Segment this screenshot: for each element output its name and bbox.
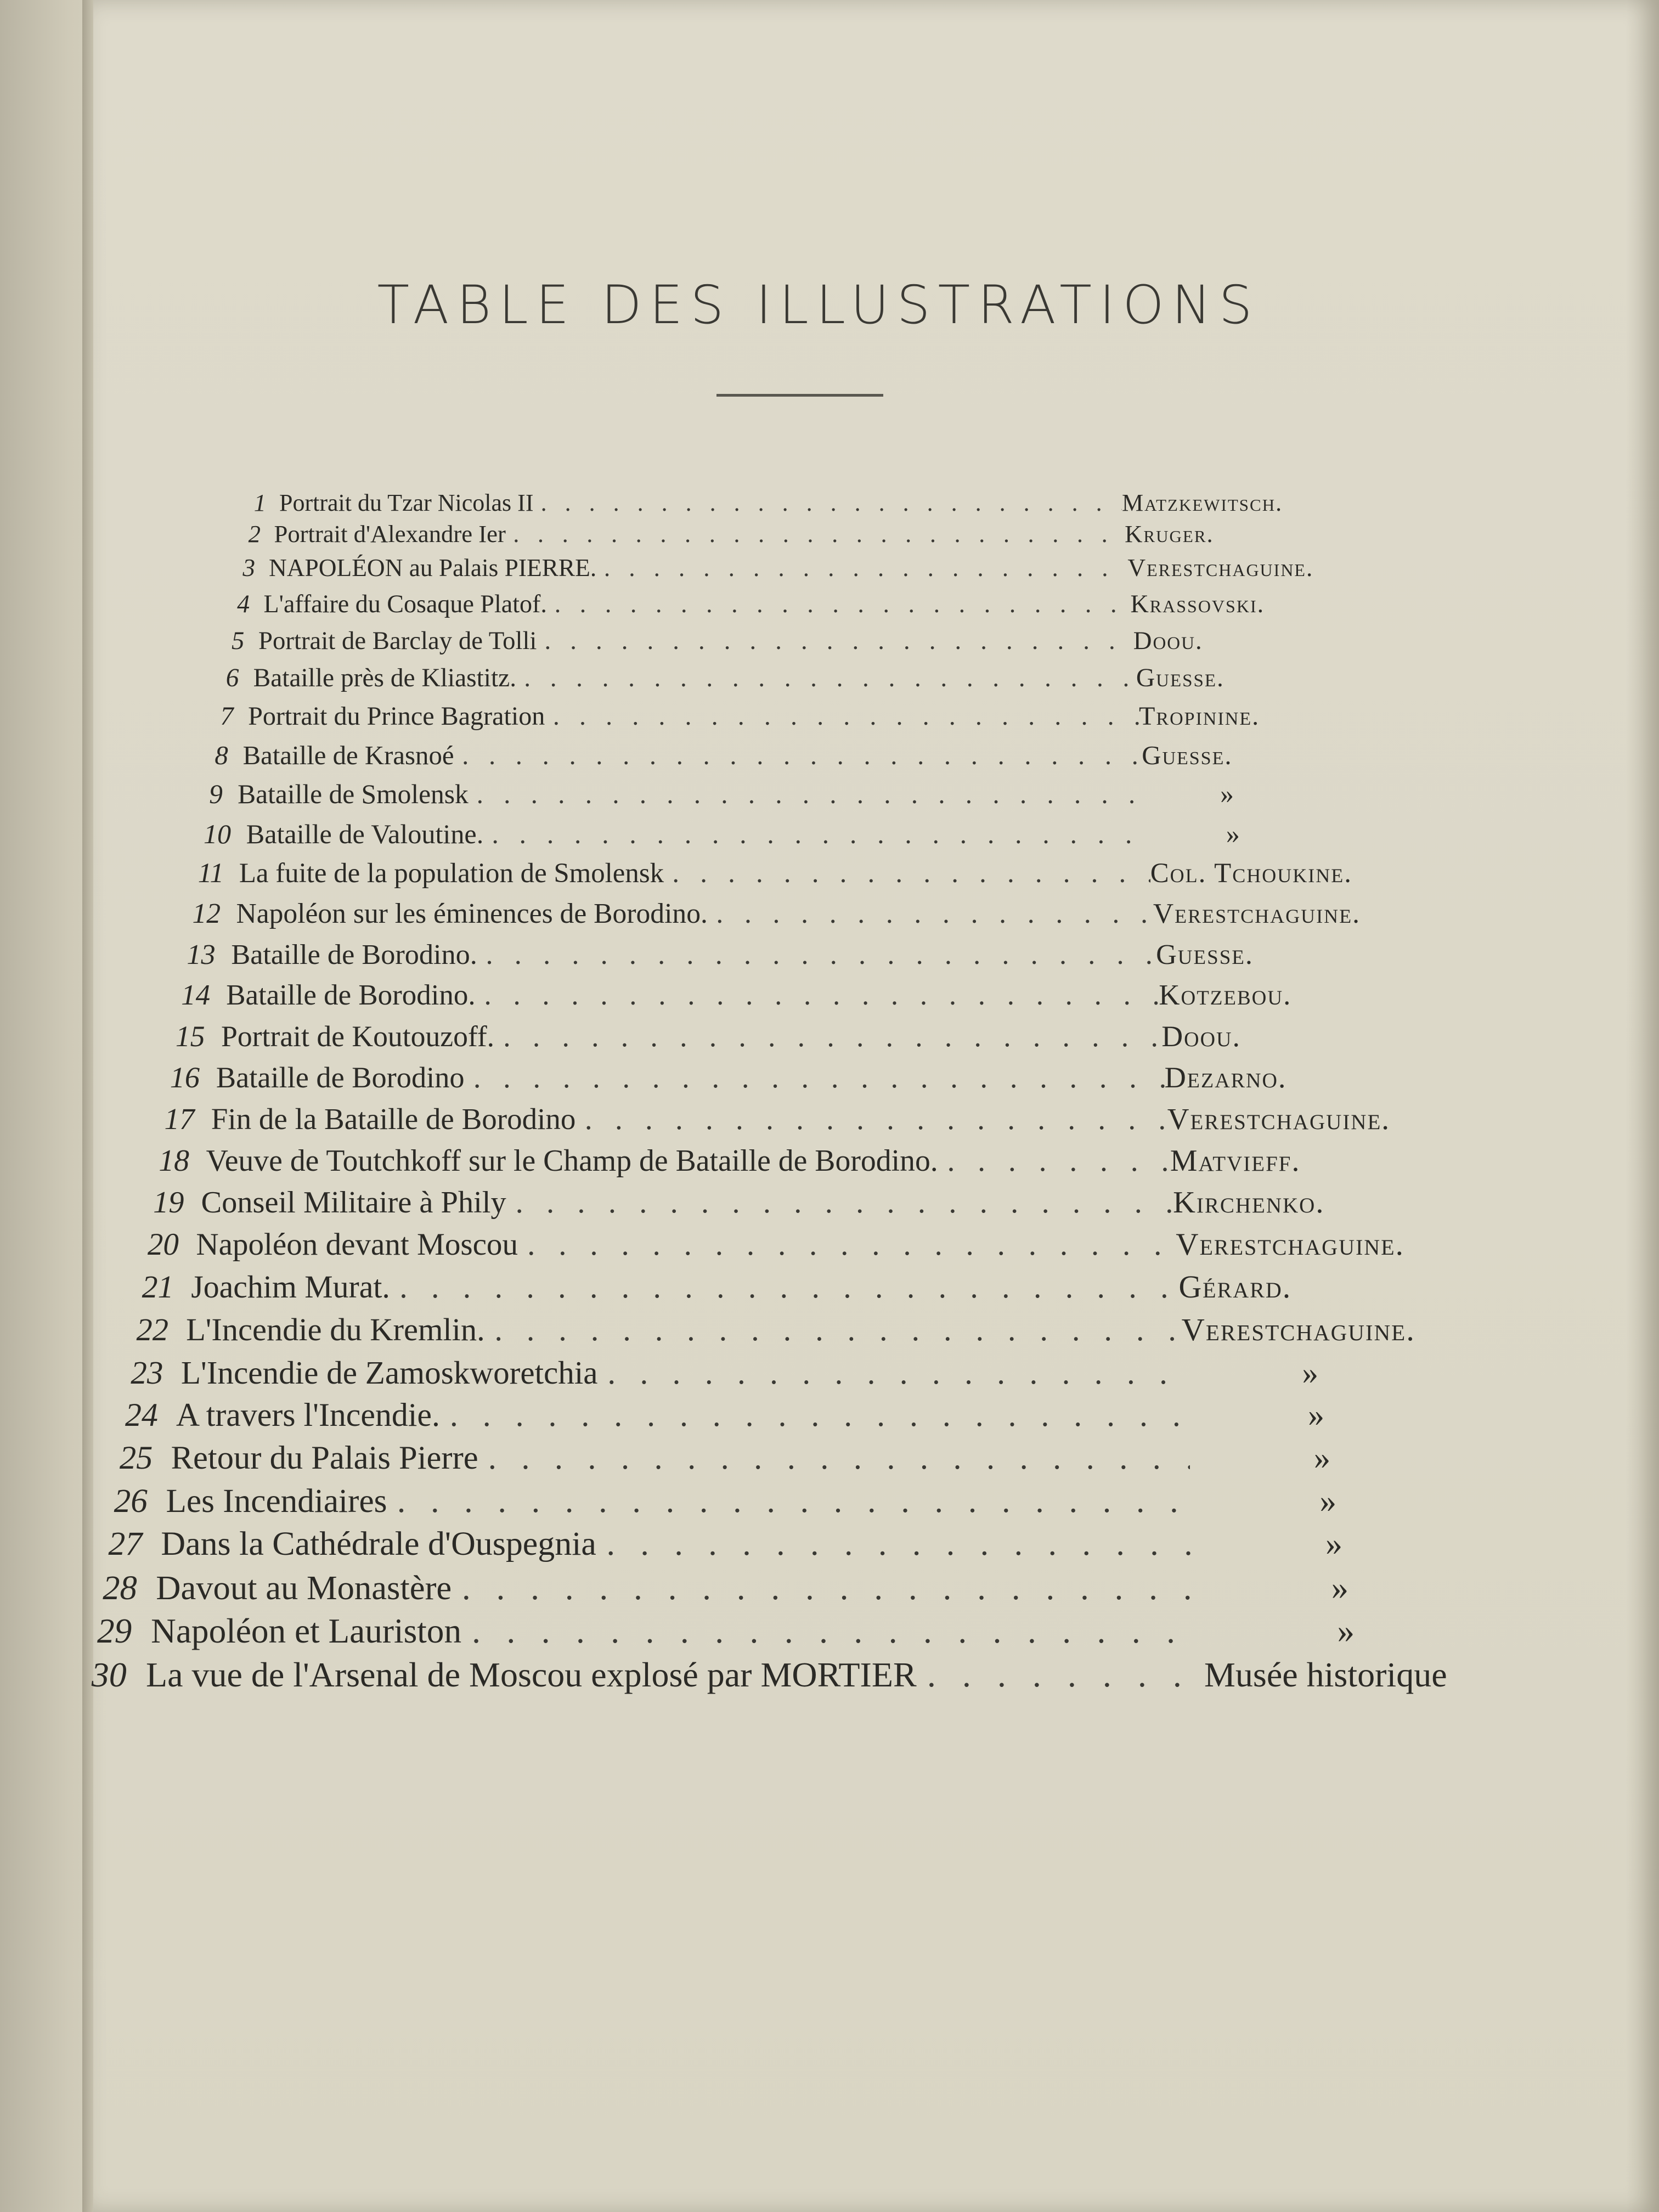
dot-leader (461, 1611, 1201, 1651)
entry-artist: » (1337, 1611, 1356, 1650)
dot-leader (452, 1568, 1198, 1608)
dot-leader (476, 979, 1159, 1012)
entry-title: Bataille de Smolensk (238, 779, 469, 810)
entry-number: 26 (114, 1482, 148, 1520)
entry-artist: Doou. (1161, 1020, 1241, 1053)
entry-artist: Verestchaguine. (1181, 1312, 1415, 1348)
entry-title: Napoléon devant Moscou (196, 1227, 518, 1262)
dot-leader (390, 1269, 1179, 1305)
toc-entry (242, 554, 1127, 586)
toc-entry (108, 1525, 1195, 1569)
entry-artist: » (1308, 1397, 1325, 1434)
entry-title: L'Incendie de Zamoskworetchia (180, 1354, 598, 1391)
toc-entry (221, 701, 1139, 736)
dot-leader (598, 1354, 1184, 1392)
entry-artist: Guesse. (1136, 663, 1224, 692)
entry-title: Fin de la Bataille de Borodino (211, 1102, 576, 1136)
toc-entry (148, 1227, 1176, 1267)
toc-entry (249, 520, 1125, 551)
entry-artist: Krassovski. (1130, 589, 1265, 618)
dot-leader (506, 1185, 1173, 1220)
dot-leader (708, 898, 1153, 930)
entry-number: 10 (203, 818, 232, 849)
entry-number: 14 (181, 979, 211, 1011)
entry-title: Portrait de Barclay de Tolli (258, 626, 537, 655)
dot-leader (537, 626, 1133, 656)
entry-artist: Guesse. (1156, 938, 1254, 970)
entry-number: 16 (170, 1061, 200, 1094)
entry-number: 6 (225, 663, 239, 692)
toc-entry (209, 778, 1144, 814)
dot-leader (485, 1311, 1182, 1348)
toc-entry (176, 1019, 1162, 1058)
toc-entry (193, 898, 1153, 934)
dot-leader (938, 1143, 1170, 1178)
entry-number: 27 (108, 1525, 143, 1563)
entry-title: Portrait du Tzar Nicolas II (279, 489, 534, 516)
dot-leader (483, 818, 1147, 850)
dot-leader (387, 1482, 1193, 1521)
toc-entry (187, 938, 1156, 975)
entry-title: L'affaire du Cosaque Platof. (263, 589, 547, 618)
toc-entry (181, 979, 1159, 1017)
toc-entry (237, 589, 1130, 622)
entry-title: Joachim Murat. (191, 1269, 390, 1305)
entry-number: 5 (231, 626, 245, 655)
entry-title: Portrait du Prince Bagration (248, 702, 545, 731)
entry-title: Bataille de Valoutine. (246, 818, 484, 849)
entry-artist: Musée historique (1204, 1655, 1447, 1694)
entry-title: Bataille de Borodino (216, 1061, 465, 1094)
dot-leader (596, 554, 1127, 582)
entry-number: 22 (136, 1312, 168, 1348)
entry-artist: Verestchaguine. (1153, 898, 1361, 930)
entry-number: 17 (164, 1102, 195, 1136)
toc-entry (170, 1060, 1165, 1099)
toc-entry (125, 1396, 1187, 1439)
entry-number: 30 (91, 1655, 127, 1694)
entry-title: Napoléon sur les éminences de Borodino. (236, 898, 708, 930)
entry-number: 24 (125, 1397, 158, 1434)
toc-entry (120, 1439, 1190, 1482)
toc-entry (142, 1269, 1179, 1310)
entry-artist: » (1220, 779, 1235, 810)
toc-entry (232, 626, 1133, 659)
entry-number: 15 (175, 1020, 205, 1053)
entry-number: 8 (215, 740, 228, 771)
page-title: TABLE DES ILLUSTRATIONS (377, 274, 1260, 336)
entry-title: Bataille de Borodino. (231, 938, 477, 970)
entry-number: 28 (103, 1568, 137, 1607)
toc-entry (198, 857, 1150, 894)
dot-leader (547, 589, 1131, 618)
entry-artist: Matvieff. (1170, 1144, 1301, 1178)
toc-entry (103, 1568, 1198, 1612)
entry-artist: Verestchaguine. (1127, 554, 1314, 582)
entry-number: 11 (198, 858, 224, 889)
dot-leader (477, 938, 1156, 971)
toc-entry (159, 1143, 1170, 1183)
entry-number: 2 (248, 520, 261, 548)
entry-artist: Tropinine. (1139, 702, 1260, 731)
dot-leader (575, 1102, 1167, 1136)
entry-title: Davout au Monastère (156, 1568, 452, 1607)
entry-title: Bataille de Krasnoé (242, 740, 454, 771)
dot-leader (469, 778, 1145, 810)
entry-title: A travers l'Incendie. (176, 1397, 440, 1434)
entry-title: Napoléon et Lauriston (151, 1611, 462, 1650)
entry-artist: » (1319, 1482, 1338, 1520)
toc-entry (92, 1655, 1204, 1700)
toc-entry (97, 1611, 1201, 1656)
entry-artist: » (1325, 1525, 1344, 1563)
entry-artist: Verestchaguine. (1176, 1227, 1404, 1262)
toc-entry (153, 1185, 1173, 1225)
dot-leader (506, 520, 1125, 548)
entry-artist: Gérard. (1178, 1269, 1292, 1305)
dot-leader (516, 663, 1136, 693)
toc-entry (215, 740, 1142, 774)
entry-artist: Guesse. (1142, 740, 1233, 771)
dot-leader (533, 489, 1122, 517)
entry-title: Conseil Militaire à Phily (201, 1186, 506, 1220)
entry-artist: Doou. (1133, 626, 1203, 655)
entry-number: 12 (192, 898, 221, 930)
entry-artist: Kotzebou. (1159, 979, 1292, 1011)
toc-entry (131, 1354, 1184, 1396)
entry-artist: Kruger. (1125, 520, 1214, 548)
entry-artist: Col. Tchoukine. (1150, 858, 1352, 889)
entry-number: 18 (159, 1144, 189, 1178)
entry-number: 9 (209, 779, 223, 810)
dot-leader (596, 1525, 1196, 1564)
dot-leader (478, 1439, 1190, 1477)
dot-leader (518, 1227, 1176, 1262)
entry-title: Les Incendiaires (166, 1482, 387, 1520)
entry-title: Bataille de Borodino. (226, 979, 476, 1011)
entry-title: L'Incendie du Kremlin. (186, 1312, 485, 1348)
dot-leader (454, 740, 1142, 771)
entry-artist: Kirchenko. (1173, 1186, 1325, 1220)
entry-number: 19 (153, 1186, 184, 1220)
entry-number: 4 (237, 589, 250, 618)
dot-leader (917, 1655, 1204, 1695)
toc-entry (136, 1311, 1181, 1353)
toc-entry (204, 818, 1148, 854)
toc-entry (164, 1102, 1167, 1141)
entry-title: NAPOLÉON au Palais PIERRE. (269, 554, 597, 582)
entry-artist: » (1226, 818, 1241, 849)
entry-number: 20 (147, 1227, 179, 1262)
dot-leader (664, 857, 1150, 889)
dot-leader (494, 1019, 1161, 1053)
entry-title: La fuite de la population de Smolensk (239, 858, 664, 889)
entry-artist: Verestchaguine. (1167, 1102, 1391, 1136)
entry-title: Portrait de Koutouzoff. (221, 1020, 495, 1053)
entry-title: La vue de l'Arsenal de Moscou explosé par MORTIER (145, 1655, 917, 1694)
toc-entry (254, 489, 1122, 520)
entry-number: 25 (119, 1439, 153, 1476)
entry-number: 29 (97, 1611, 132, 1650)
dot-leader (465, 1060, 1165, 1094)
entry-artist: Dezarno. (1164, 1061, 1287, 1094)
toc-entry (114, 1482, 1193, 1526)
entry-number: 23 (131, 1354, 163, 1391)
entry-number: 7 (220, 702, 234, 731)
entry-number: 3 (242, 554, 256, 582)
dot-leader (440, 1396, 1187, 1434)
entry-title: Portrait d'Alexandre Ier (274, 520, 506, 548)
entry-number: 13 (187, 938, 216, 970)
entry-number: 1 (253, 489, 266, 516)
entry-artist: » (1331, 1568, 1350, 1607)
entry-title: Veuve de Toutchkoff sur le Champ de Bataille de Borodino. (206, 1144, 938, 1178)
toc-entry (226, 663, 1136, 697)
dot-leader (545, 701, 1139, 731)
entry-artist: » (1302, 1354, 1319, 1391)
entry-title: Bataille près de Kliastitz. (253, 663, 517, 692)
entry-title: Retour du Palais Pierre (171, 1439, 478, 1476)
entry-artist: » (1313, 1439, 1331, 1476)
entry-title: Dans la Cathédrale d'Ouspegnia (161, 1525, 596, 1563)
entry-number: 21 (142, 1269, 174, 1305)
entry-artist: Matzkewitsch. (1122, 489, 1283, 516)
